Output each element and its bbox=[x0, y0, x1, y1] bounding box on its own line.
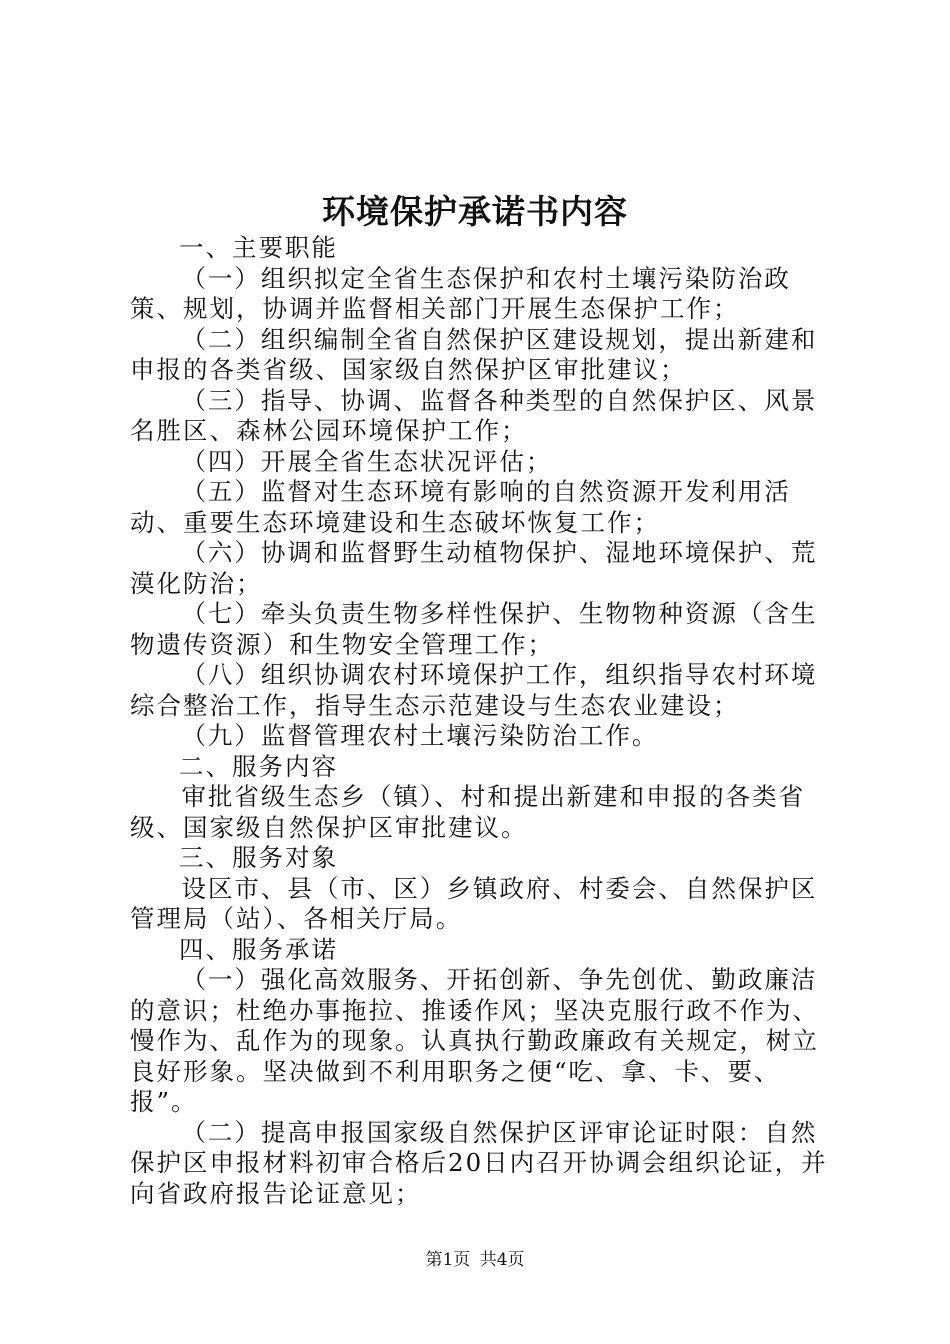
paragraph: （七）牵头负责生物多样性保护、生物物种资源（含生物遗传资源）和生物安全管理工作； bbox=[130, 599, 818, 659]
paragraph: （六）协调和监督野生动植物保护、湿地环境保护、荒漠化防治； bbox=[130, 538, 818, 598]
paragraph: （三）指导、协调、监督各种类型的自然保护区、风景名胜区、森林公园环境保护工作； bbox=[130, 385, 818, 445]
paragraph: （四）开展全省生态状况评估； bbox=[181, 446, 553, 476]
section-heading: 三、服务对象 bbox=[179, 843, 338, 872]
paragraph: （九）监督管理农村土壤污染防治工作。 bbox=[181, 721, 659, 750]
page-number: 第1页 bbox=[425, 1250, 471, 1270]
document-body bbox=[130, 233, 836, 1209]
section-heading: 四、服务承诺 bbox=[179, 934, 338, 964]
section-heading: 二、服务内容 bbox=[179, 751, 338, 781]
page-total: 共4页 bbox=[479, 1250, 525, 1270]
paragraph: （二）提高申报国家级自然保护区评审论证时限：自然保护区申报材料初审合格后20日内召开协调会组织论证，并向省政府报告论证意见； bbox=[130, 1117, 828, 1208]
paragraph: （一）组织拟定全省生态保护和农村土壤污染防治政策、规划，协调并监督相关部门开展生态保护工作； bbox=[130, 263, 791, 323]
paragraph: 设区市、县（市、区）乡镇政府、村委会、自然保护区管理局（站）、各相关厅局。 bbox=[130, 873, 818, 933]
paragraph: （五）监督对生态环境有影响的自然资源开发利用活动、重要生态环境建设和生态破坏恢复工作； bbox=[130, 477, 791, 537]
paragraph: （一）强化高效服务、开拓创新、争先创优、勤政廉洁的意识；杜绝办事拖拉、推诿作风；坚决克服行政不作为、慢作为、乱作为的现象。认真执行勤政廉政有关规定，树立良好形象。坚决做到不利用职务之便“吃、拿、卡、要、报”。 bbox=[130, 965, 819, 1116]
paragraph: 审批省级生态乡（镇）、村和提出新建和申报的各类省级、国家级自然保护区审批建议。 bbox=[130, 782, 806, 842]
paragraph: （八）组织协调农村环境保护工作，组织指导农村环境综合整治工作，指导生态示范建设与生态农业建设； bbox=[130, 660, 818, 720]
document-title: 环境保护承诺书内容 bbox=[322, 192, 628, 231]
page-footer bbox=[0, 1245, 950, 1270]
paragraph: （二）组织编制全省自然保护区建设规划，提出新建和申报的各类省级、国家级自然保护区审批建议； bbox=[130, 324, 818, 384]
section-heading: 一、主要职能 bbox=[179, 233, 338, 262]
